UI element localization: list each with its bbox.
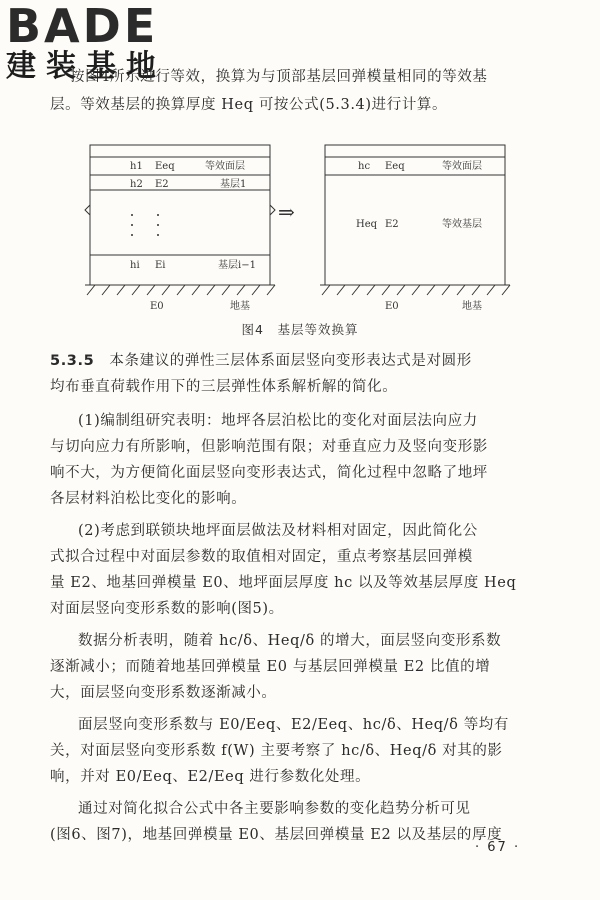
left-row1-label: 等效面层 — [205, 161, 245, 172]
logo-wordmark: BADE — [6, 0, 159, 53]
left-row3-h: hi — [130, 260, 140, 271]
page-number: · 67 · — [475, 840, 521, 855]
para4-line-2: 关，对面层竖向变形系数 f(W) 主要考察了 hc/δ、Heq/δ 对其的影 — [50, 743, 503, 759]
left-row2-h: h2 — [130, 179, 143, 190]
section-line-2: 均布垂直荷载作用下的三层弹性体系解析解的简化。 — [50, 379, 398, 395]
para3-line-2: 逐渐减小；而随着地基回弹模量 E0 与基层回弹模量 E2 比值的增 — [50, 659, 491, 675]
para2-line-4: 对面层竖向变形系数的影响(图5)。 — [50, 601, 284, 617]
left-row1-h: h1 — [130, 161, 143, 172]
section-number: 5.3.5 — [50, 353, 95, 369]
right-row2-h: Heq — [356, 219, 378, 230]
para4-line-3: 响，并对 E0/Eeq、E2/Eeq 进行参数化处理。 — [50, 769, 371, 785]
para3-line-3: 大，面层竖向变形系数逐渐减小。 — [50, 685, 277, 701]
right-ground-hatch — [320, 285, 510, 295]
left-e0: E0 — [150, 301, 164, 312]
logo-subtitle: 建装基地 — [6, 49, 166, 84]
left-row3-e: Ei — [155, 260, 166, 271]
right-row1-h: hc — [358, 161, 371, 172]
right-row2-e: E2 — [385, 219, 399, 230]
para1-line-3: 响不大，为方便简化面层竖向变形表达式，简化过程中忽略了地坪 — [50, 465, 488, 481]
para2-line-1: (2)考虑到联锁块地坪面层做法及材料相对固定，因此简化公 — [78, 523, 478, 539]
right-row1-label: 等效面层 — [442, 161, 482, 172]
left-ground-label: 地基 — [230, 301, 250, 312]
left-row2-label: 基层1 — [220, 179, 247, 190]
para1-line-2: 与切向应力有所影响，但影响范围有限；对垂直应力及竖向变形影 — [50, 439, 488, 455]
right-e0: E0 — [385, 301, 399, 312]
left-row3-label: 基层i−1 — [218, 260, 256, 271]
left-ellipsis-dots — [131, 214, 159, 236]
para1-line-1: (1)编制组研究表明：地坪各层泊松比的变化对面层法向应力 — [78, 413, 478, 429]
left-row2-e: E2 — [155, 179, 169, 190]
left-ground-hatch — [85, 285, 275, 295]
equivalence-arrow: ⇒ — [278, 200, 295, 224]
para3-line-1: 数据分析表明，随着 hc/δ、Heq/δ 的增大，面层竖向变形系数 — [78, 633, 502, 649]
para1-line-4: 各层材料泊松比变化的影响。 — [50, 491, 247, 507]
figure-4-diagram — [70, 135, 540, 325]
para5-line-1: 通过对简化拟合公式中各主要影响参数的变化趋势分析可见 — [78, 801, 471, 817]
section-line-1 — [50, 348, 555, 374]
intro-line-1: 按图4所示进行等效，换算为与顶部基层回弹模量相同的等效基 — [70, 69, 488, 85]
figure-caption: 图4 基层等效换算 — [241, 322, 359, 337]
intro-line-2: 层。等效基层的换算厚度 Heq 可按公式(5.3.4)进行计算。 — [50, 97, 448, 113]
para2-line-3: 量 E2、地基回弹模量 E0、地坪面层厚度 hc 以及等效基层厚度 Heq — [50, 575, 517, 591]
right-row1-e: Eeq — [385, 161, 405, 172]
right-row2-label: 等效基层 — [442, 219, 482, 230]
left-row1-e: Eeq — [155, 161, 175, 172]
para5-line-2: (图6、图7)，地基回弹模量 E0、基层回弹模量 E2 以及基层的厚度 — [50, 827, 503, 843]
right-ground-label: 地基 — [462, 301, 482, 312]
para4-line-1: 面层竖向变形系数与 E0/Eeq、E2/Eeq、hc/δ、Heq/δ 等均有 — [78, 717, 510, 733]
section-text-1: 本条建议的弹性三层体系面层竖向变形表达式是对圆形 — [109, 353, 472, 369]
para2-line-2: 式拟合过程中对面层参数的取值相对固定，重点考察基层回弹模 — [50, 549, 473, 565]
